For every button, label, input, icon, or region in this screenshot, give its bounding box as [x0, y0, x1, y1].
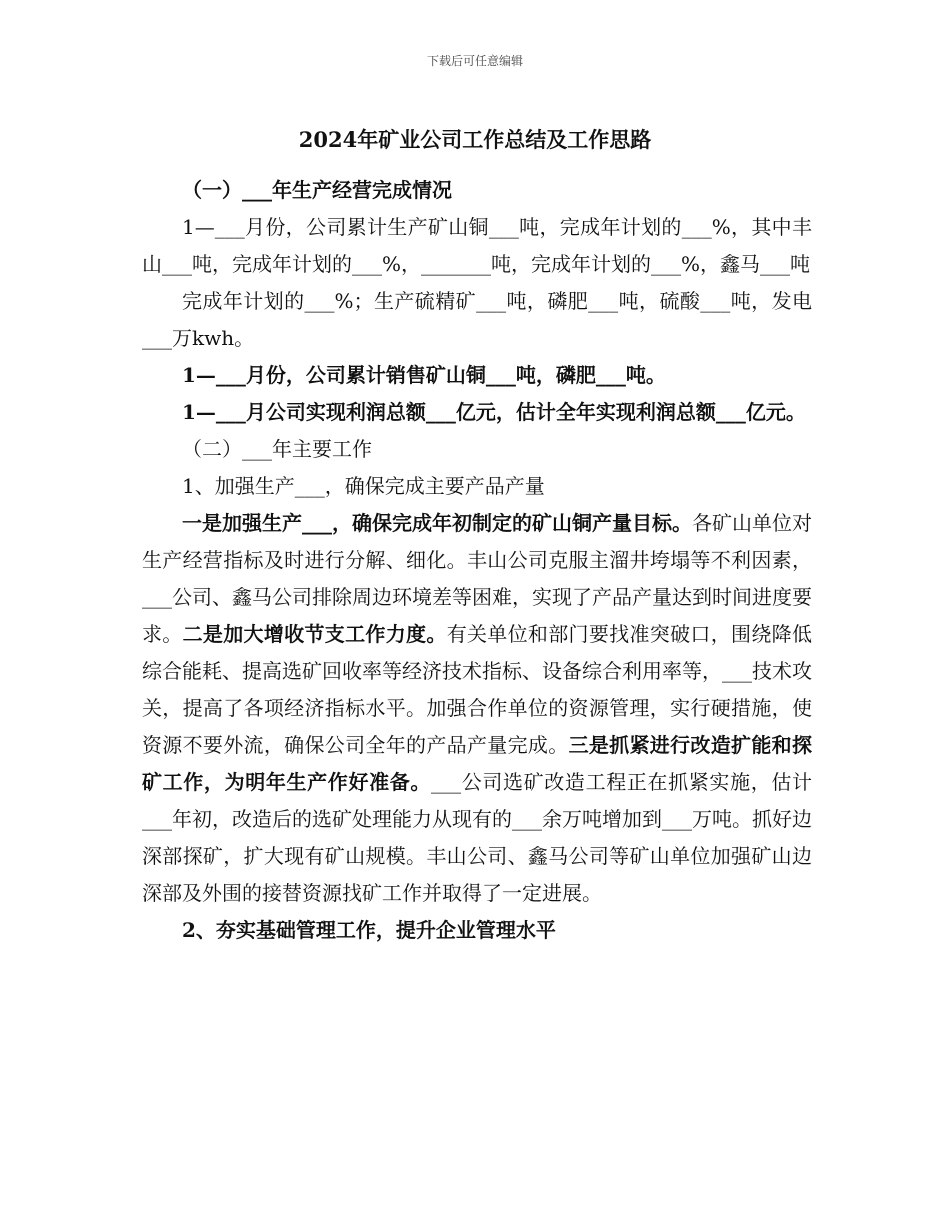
text-run: 2、夯实基础管理工作，提升企业管理水平 [182, 918, 556, 942]
section-heading-2 [142, 431, 812, 468]
text-run: 各矿山单位对生产经营指标及时进行分解、细化。丰山公司克服主溜井垮塌等不利因素，___公司、鑫马公司排除周边环境差等困难，实现了产品产量达到时间进度要求。 [142, 511, 812, 646]
text-run: ___公司选矿改造工程正在抓紧实施，估计___年初，改造后的选矿处理能力从现有的___余万吨增加到___万吨。抓好边深部探矿，扩大现有矿山规模。丰山公司、鑫马公司等矿山单位加强矿山边深部及外围的接替资源找矿工作并取得了一定进展。 [142, 770, 813, 905]
subheading-2 [142, 912, 812, 949]
paragraph-production [142, 209, 812, 283]
page-header: 下载后可任意编辑 [426, 54, 523, 68]
text-run: 1—___月公司实现利润总额___亿元，估计全年实现利润总额___亿元。 [182, 400, 806, 424]
text-run: 1、加强生产___，确保完成主要产品产量 [182, 474, 545, 498]
text-run: （二）___年主要工作 [182, 437, 372, 461]
text-run: 1—___月份，公司累计销售矿山铜___吨，磷肥___吨。 [182, 363, 666, 387]
document-title: 2024年矿业公司工作总结及工作思路 [298, 127, 652, 152]
document-body [142, 172, 812, 949]
text-run: 三是抓紧进行改造扩能和探矿工作，为明年生产作好准备。 [142, 733, 812, 794]
paragraph-sales [142, 357, 812, 394]
paragraph-profit [142, 394, 812, 431]
subheading-1 [142, 468, 812, 505]
text-run: 一是加强生产___，确保完成年初制定的矿山铜产量目标。 [182, 511, 692, 535]
text-run: （一）___年生产经营完成情况 [182, 178, 452, 202]
paragraph-production-cont [142, 283, 812, 357]
text-run: 1—___月份，公司累计生产矿山铜___吨，完成年计划的___%，其中丰山___吨，完成年计划的___%，_______吨，完成年计划的___%，鑫马___吨 [142, 215, 812, 276]
text-run: 完成年计划的___%；生产硫精矿___吨，磷肥___吨，硫酸___吨，发电___万kwh。 [142, 289, 812, 350]
paragraph-main-work [142, 505, 812, 912]
section-heading-1 [142, 172, 812, 209]
text-run: 二是加大增收节支工作力度。 [182, 622, 447, 646]
text-run: 有关单位和部门要找准突破口，围绕降低综合能耗、提高选矿回收率等经济技术指标、设备综合利用率等，___技术攻关，提高了各项经济指标水平。加强合作单位的资源管理，实行硬措施，使资源不要外流，确保公司全年的产品产量完成。 [142, 622, 812, 757]
